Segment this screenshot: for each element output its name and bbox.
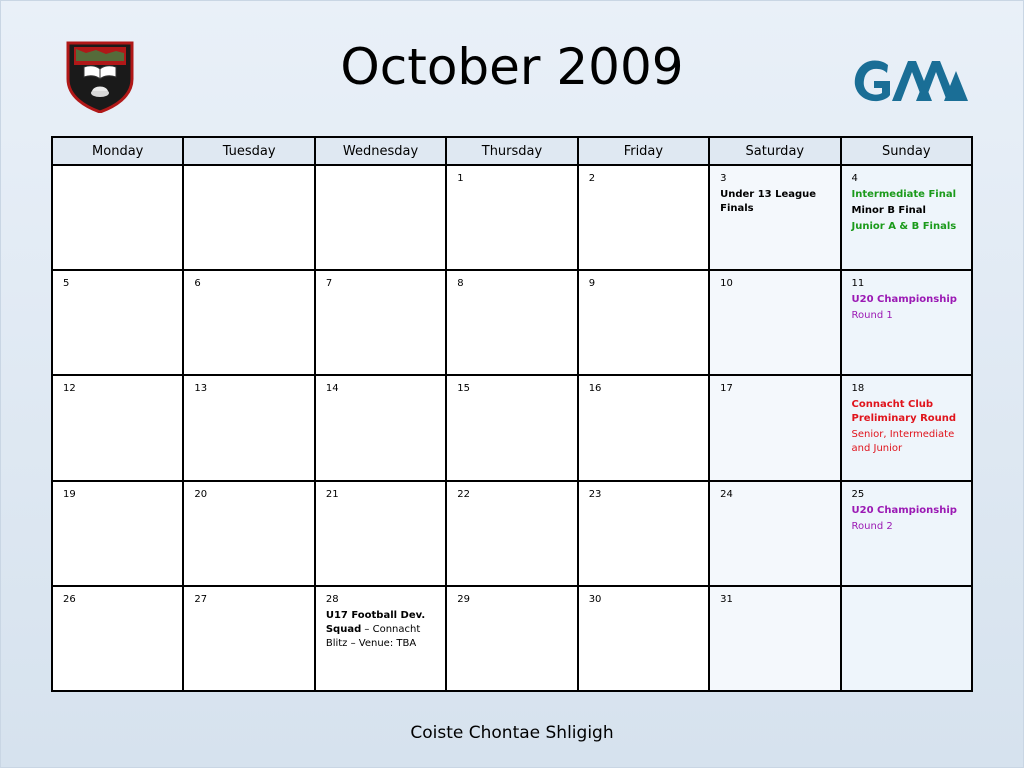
event-detail: – Connacht Blitz – Venue: TBA [325, 623, 421, 649]
day-number: 31 [720, 593, 733, 605]
day-number: 12 [63, 383, 76, 395]
day-cell[interactable] [578, 270, 709, 375]
event-text [852, 204, 963, 218]
event-title: Senior, Intermediate and Junior [851, 429, 955, 455]
day-number: 25 [851, 488, 865, 500]
day-cell[interactable] [709, 375, 840, 480]
event-title: Under 13 League Finals [720, 189, 817, 214]
event-title: U20 Championship [851, 504, 957, 516]
day-cell[interactable] [578, 165, 709, 270]
day-cell[interactable] [446, 270, 577, 375]
day-cell[interactable] [446, 586, 577, 691]
day-cell[interactable] [446, 375, 577, 480]
event-text [852, 309, 963, 323]
day-cell[interactable] [52, 165, 183, 270]
week-row [52, 481, 972, 586]
day-cell[interactable] [841, 481, 972, 586]
day-number: 11 [851, 278, 865, 290]
day-number: 28 [325, 593, 339, 605]
footer-text: Coiste Chontae Shligigh [410, 723, 614, 743]
weekday-header: Saturday [709, 137, 840, 165]
day-number: 8 [457, 278, 464, 290]
day-cell[interactable] [578, 481, 709, 586]
day-cell[interactable] [183, 270, 314, 375]
weekday-header-row [52, 137, 972, 165]
day-number: 3 [720, 173, 727, 184]
event-title: Round 1 [851, 310, 893, 322]
day-cell[interactable] [709, 586, 840, 691]
day-cell[interactable] [841, 375, 972, 480]
event-title: Junior A & B Finals [851, 221, 957, 232]
day-number: 21 [325, 488, 339, 500]
day-number: 16 [588, 383, 602, 395]
day-cell[interactable] [315, 481, 446, 586]
day-number: 29 [457, 593, 470, 605]
day-cell[interactable] [52, 270, 183, 375]
event-text [852, 428, 963, 456]
event-title: U17 Football Dev. Squad [325, 609, 426, 635]
day-number: 20 [194, 488, 208, 500]
day-cell[interactable] [841, 270, 972, 375]
event-title: Intermediate Final [851, 189, 956, 200]
day-cell[interactable] [183, 481, 314, 586]
day-number: 4 [851, 173, 858, 184]
day-cell[interactable] [578, 375, 709, 480]
week-row [52, 375, 972, 480]
day-cell[interactable] [183, 586, 314, 691]
day-cell[interactable] [52, 481, 183, 586]
event-text [852, 293, 963, 307]
event-title: U20 Championship [851, 294, 957, 306]
event-text [852, 398, 963, 426]
day-number: 26 [63, 593, 76, 605]
day-number: 10 [720, 278, 733, 290]
day-number: 24 [720, 488, 733, 500]
day-cell[interactable] [709, 165, 840, 270]
event-title: Connacht Club Preliminary Round [851, 399, 957, 425]
day-number: 17 [720, 383, 733, 395]
day-cell[interactable] [183, 165, 314, 270]
event-title: Round 2 [851, 520, 893, 532]
day-cell[interactable] [315, 586, 446, 691]
weekday-header: Wednesday [315, 137, 446, 165]
event-text [852, 220, 963, 234]
day-cell[interactable] [709, 270, 840, 375]
week-row [52, 165, 972, 270]
day-number: 23 [588, 488, 602, 500]
day-cell[interactable] [446, 165, 577, 270]
day-number: 6 [194, 278, 201, 290]
day-cell[interactable] [446, 481, 577, 586]
week-row [52, 270, 972, 375]
day-cell[interactable] [315, 375, 446, 480]
page-title: October 2009 [340, 38, 684, 96]
weekday-header: Tuesday [183, 137, 314, 165]
event-title: Minor B Final [851, 205, 926, 216]
day-number: 14 [325, 383, 339, 395]
weekday-header: Sunday [841, 137, 972, 165]
day-cell[interactable] [709, 481, 840, 586]
week-row [52, 586, 972, 691]
day-number: 13 [194, 383, 208, 395]
day-number: 7 [325, 278, 333, 290]
day-cell[interactable] [578, 586, 709, 691]
calendar-grid [51, 136, 973, 692]
day-number: 2 [588, 173, 596, 184]
day-number: 5 [63, 278, 70, 290]
day-cell[interactable] [183, 375, 314, 480]
event-text [852, 504, 963, 518]
day-number: 30 [588, 593, 602, 605]
event-text [326, 609, 437, 651]
day-number: 18 [851, 383, 865, 395]
day-cell[interactable] [315, 270, 446, 375]
event-text [720, 188, 831, 216]
day-cell[interactable] [52, 375, 183, 480]
event-text [852, 520, 963, 534]
day-number: 27 [194, 593, 208, 605]
event-text [852, 188, 963, 202]
day-number: 22 [457, 488, 470, 500]
weekday-header: Thursday [446, 137, 577, 165]
weekday-header: Monday [52, 137, 183, 165]
day-number: 19 [63, 488, 76, 500]
day-cell[interactable] [841, 165, 972, 270]
day-cell[interactable] [841, 586, 972, 691]
day-number: 9 [588, 278, 596, 290]
weekday-header: Friday [578, 137, 709, 165]
day-cell[interactable] [315, 165, 446, 270]
day-cell[interactable] [52, 586, 183, 691]
day-number: 15 [457, 383, 470, 395]
day-number: 1 [457, 173, 464, 184]
